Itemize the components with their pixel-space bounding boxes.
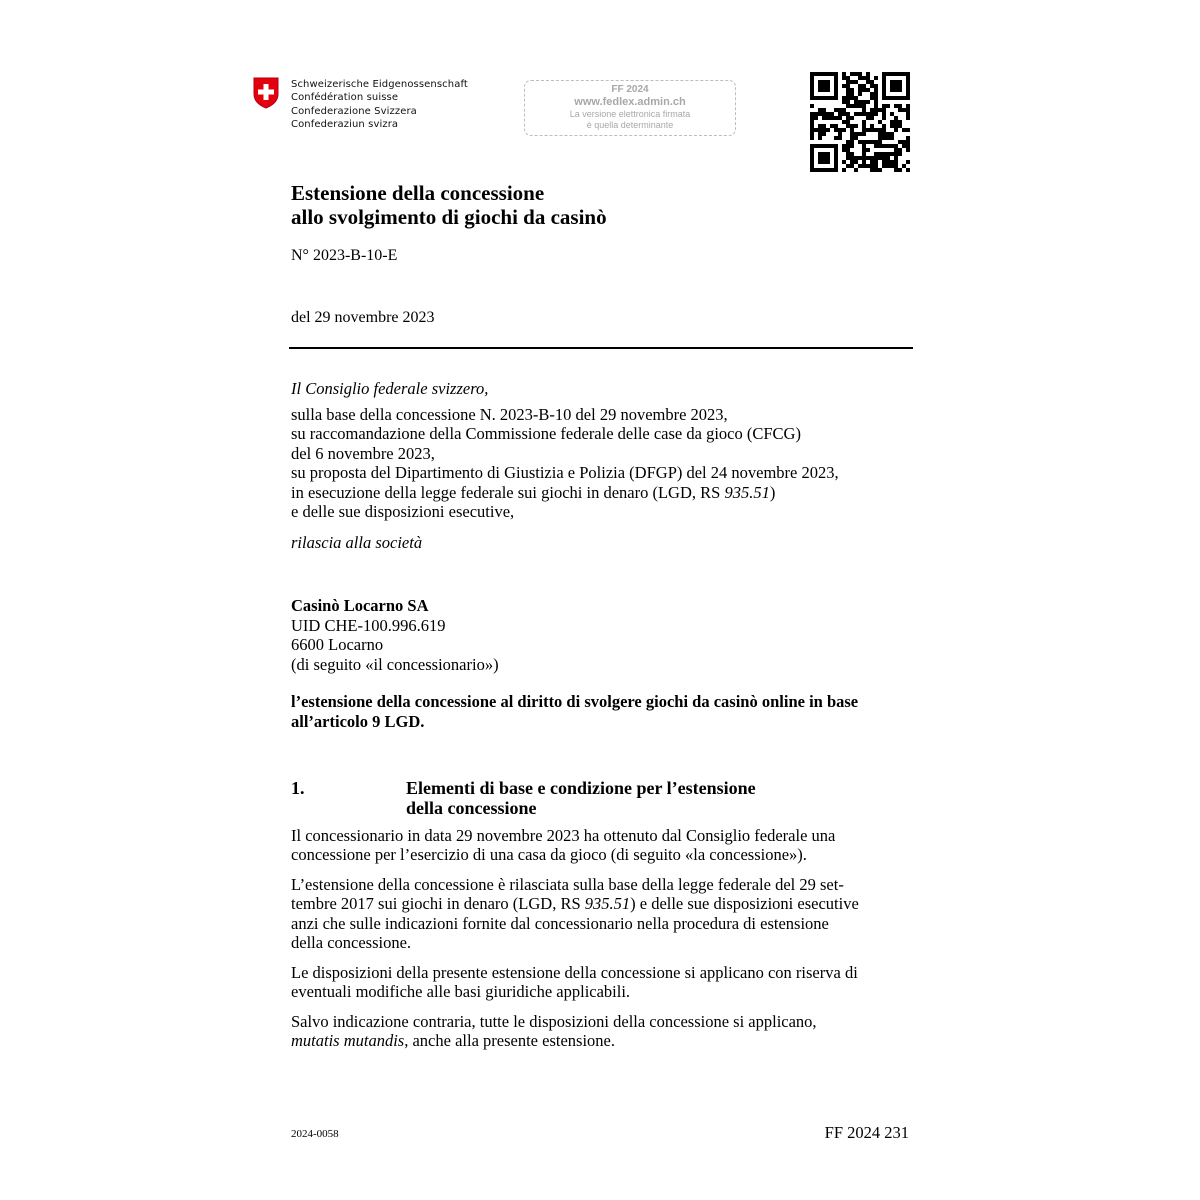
- preamble-line: su proposta del Dipartimento di Giustizia e Polizia (DFGP) del 24 novembre 2023,: [291, 463, 839, 483]
- rs-reference: 935.51: [584, 894, 631, 914]
- paragraph-line: concessione per l’esercizio di una casa da gioco (di seguito «la concessione»).: [291, 845, 807, 865]
- title-line-1: Estensione della concessione: [291, 181, 545, 205]
- paragraph-line: [291, 894, 909, 913]
- issue-formula: rilascia alla società: [291, 533, 423, 552]
- issuing-authority: Il Consiglio federale svizzero,: [291, 379, 489, 398]
- title-line-2: allo svolgimento di giochi da casinò: [291, 205, 607, 229]
- divider-rule: [289, 347, 913, 349]
- preamble-line: su raccomandazione della Commissione federale delle case da gioco (CFCG): [291, 424, 801, 444]
- document-registry-number: 2024-0058: [291, 1128, 339, 1140]
- paragraph-2: [291, 875, 909, 953]
- section-title: [406, 778, 756, 818]
- confederation-name-de: Schweizerische Eidgenossenschaft: [291, 79, 468, 90]
- stamp-line-4: è quella determinante: [586, 120, 674, 130]
- company-city: 6600 Locarno: [291, 635, 384, 655]
- swiss-coat-of-arms-icon: [253, 77, 279, 109]
- grant-statement: [291, 692, 911, 731]
- stamp-line-3: La versione elettronica firmata: [569, 109, 691, 119]
- preamble-line: del 6 novembre 2023,: [291, 443, 435, 463]
- paragraph-line: della concessione.: [291, 933, 412, 953]
- document-number: N° 2023-B-10-E: [291, 247, 398, 264]
- preamble-line: e delle sue disposizioni esecutive,: [291, 502, 515, 522]
- document-title: [291, 181, 607, 229]
- company-alias: (di seguito «il concessionario»): [291, 654, 499, 674]
- paragraph-line: Le disposizioni della presente estensione della concessione si applicano con riserva di: [291, 963, 858, 982]
- stamp-line-1: FF 2024: [611, 84, 649, 95]
- federal-gazette-reference: FF 2024 231: [824, 1123, 909, 1142]
- stamp-line-2: www.fedlex.admin.ch: [574, 96, 686, 108]
- paragraph-text: tembre 2017 sui giochi in denaro (LGD, RS: [291, 894, 585, 914]
- grant-line-2: all’articolo 9 LGD.: [291, 711, 425, 731]
- paragraph-3: [291, 963, 909, 1002]
- confederation-names: [291, 78, 468, 131]
- paragraph-text: , anche alla presente estensione.: [404, 1031, 615, 1051]
- document-date: del 29 novembre 2023: [291, 309, 435, 326]
- qr-code-icon: [810, 72, 910, 172]
- section-title-line-2: della concessione: [406, 798, 537, 818]
- company-block: [291, 596, 499, 674]
- rs-reference: 935.51: [724, 482, 770, 502]
- company-name: Casinò Locarno SA: [291, 596, 429, 615]
- grant-line-1: l’estensione della concessione al diritto di svolgere giochi da casinò online in base: [291, 692, 859, 711]
- paragraph-text: ) e delle sue disposizioni esecutive: [630, 894, 859, 914]
- preamble-basis: [291, 405, 839, 521]
- electronic-version-stamp: [524, 80, 736, 136]
- paragraph-4: [291, 1012, 909, 1051]
- preamble-line: sulla base della concessione N. 2023-B-10 del 29 novembre 2023,: [291, 405, 728, 424]
- company-uid: UID CHE-100.996.619: [291, 615, 446, 635]
- paragraph-1: [291, 826, 909, 865]
- preamble-text: in esecuzione della legge federale sui giochi in denaro (LGD, RS: [291, 482, 725, 502]
- preamble-line: [291, 483, 839, 502]
- section-number: 1.: [291, 778, 305, 798]
- confederation-name-rm: Confederaziun svizra: [291, 118, 399, 130]
- confederation-name-fr: Confédération suisse: [291, 92, 399, 104]
- paragraph-line: L’estensione della concessione è rilasciata sulla base della legge federale del 29 set-: [291, 875, 844, 894]
- preamble-text: ): [769, 482, 776, 502]
- paragraph-line: eventuali modifiche alle basi giuridiche applicabili.: [291, 982, 631, 1002]
- paragraph-line: Il concessionario in data 29 novembre 2023 ha ottenuto dal Consiglio federale una: [291, 826, 836, 845]
- paragraph-line: anzi che sulle indicazioni fornite dal concessionario nella procedura di estensione: [291, 913, 829, 933]
- confederation-name-it: Confederazione Svizzera: [291, 105, 417, 117]
- latin-phrase: mutatis mutandis: [291, 1031, 405, 1051]
- paragraph-line: [291, 1031, 909, 1050]
- paragraph-line: Salvo indicazione contraria, tutte le disposizioni della concessione si applicano,: [291, 1012, 817, 1031]
- section-title-line-1: Elementi di base e condizione per l’estensione: [406, 778, 756, 798]
